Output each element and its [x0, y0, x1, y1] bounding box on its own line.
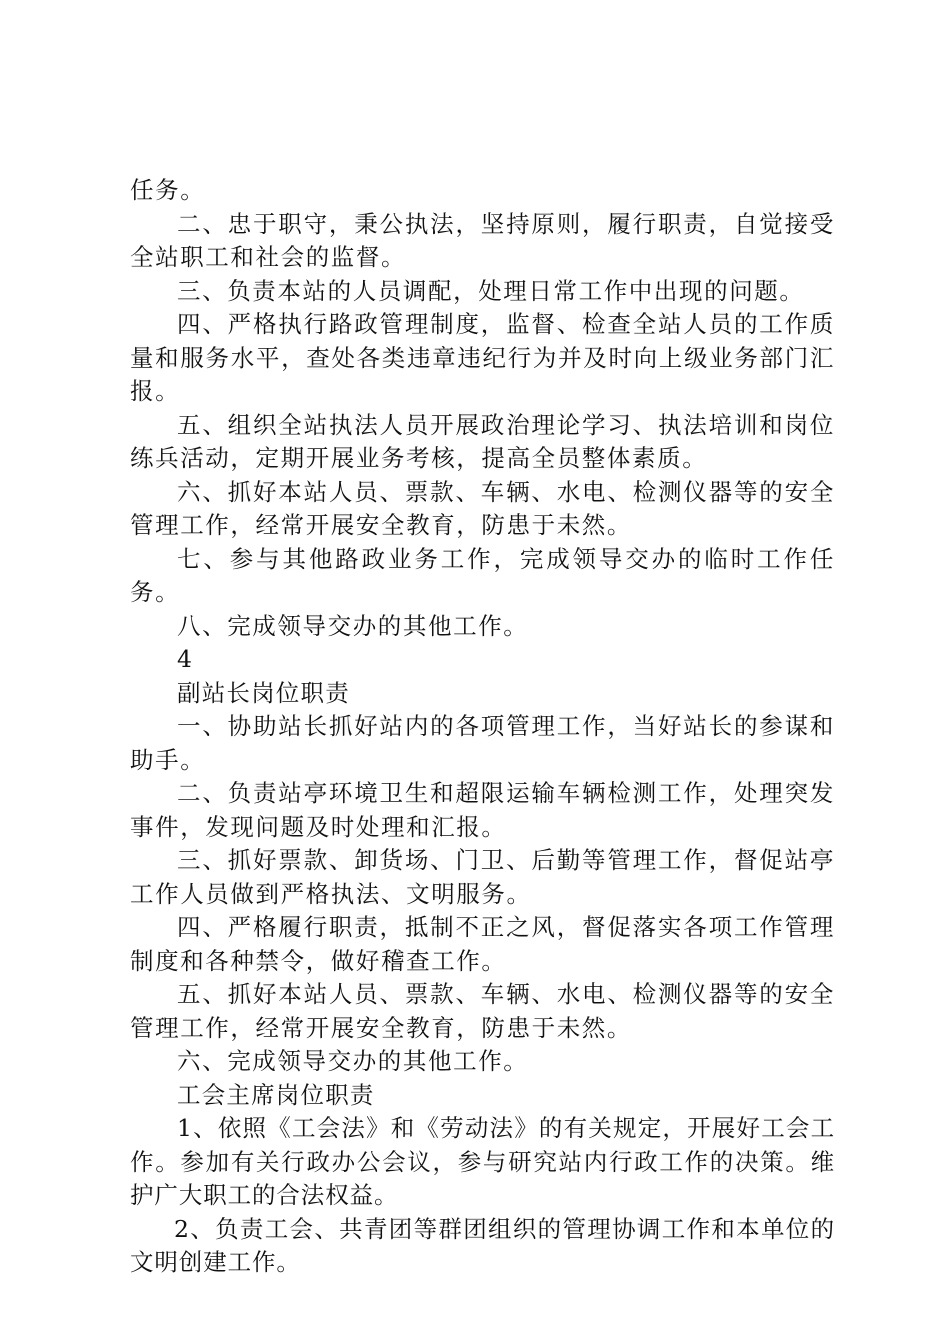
- paragraph-station-duty-6: 六、抓好本站人员、票款、车辆、水电、检测仪器等的安全管理工作，经常开展安全教育，防患于未然。: [130, 477, 835, 539]
- paragraph-station-duty-7: 七、参与其他路政业务工作，完成领导交办的临时工作任务。: [130, 544, 835, 606]
- paragraph-station-duty-5: 五、组织全站执法人员开展政治理论学习、执法培训和岗位练兵活动，定期开展业务考核，提高全员整体素质。: [130, 410, 835, 472]
- paragraph-station-duty-2: 二、忠于职守，秉公执法，坚持原则，履行职责，自觉接受全站职工和社会的监督。: [130, 209, 835, 271]
- paragraph-deputy-duty-4: 四、严格履行职责，抵制不正之风，督促落实各项工作管理制度和各种禁令，做好稽查工作。: [130, 913, 835, 975]
- paragraph-deputy-duty-2: 二、负责站亭环境卫生和超限运输车辆检测工作，处理突发事件，发现问题及时处理和汇报。: [130, 779, 835, 841]
- paragraph-deputy-duty-3: 三、抓好票款、卸货场、门卫、后勤等管理工作，督促站亭工作人员做到严格执法、文明服务。: [130, 846, 835, 908]
- paragraph-deputy-duty-6: 六、完成领导交办的其他工作。: [177, 1047, 529, 1075]
- paragraph-union-duty-2: 2、负责工会、共青团等群团组织的管理协调工作和本单位的文明创建工作。: [130, 1214, 835, 1276]
- section-heading-union-chair: 工会主席岗位职责: [177, 1080, 375, 1109]
- paragraph-station-duty-3: 三、负责本站的人员调配，处理日常工作中出现的问题。: [177, 276, 805, 305]
- section-heading-deputy-station-chief: 副站长岗位职责: [177, 678, 350, 707]
- paragraph-deputy-duty-5: 五、抓好本站人员、票款、车辆、水电、检测仪器等的安全管理工作，经常开展安全教育，防患于未然。: [130, 980, 835, 1042]
- paragraph-station-duty-4: 四、严格执行路政管理制度，监督、检查全站人员的工作质量和服务水平，查处各类违章违纪行为并及时向上级业务部门汇报。: [130, 310, 835, 405]
- paragraph-station-duty-8: 八、完成领导交办的其他工作。: [177, 611, 529, 640]
- paragraph-continued-task: 任务。: [130, 176, 206, 204]
- document-body: [130, 174, 835, 1280]
- page-number: 4: [177, 645, 194, 673]
- paragraph-union-duty-1: 1、依照《工会法》和《劳动法》的有关规定，开展好工会工作。参加有关行政办公会议，参与研究站内行政工作的决策。维护广大职工的合法权益。: [130, 1114, 835, 1209]
- paragraph-deputy-duty-1: 一、协助站长抓好站内的各项管理工作，当好站长的参谋和助手。: [130, 712, 835, 774]
